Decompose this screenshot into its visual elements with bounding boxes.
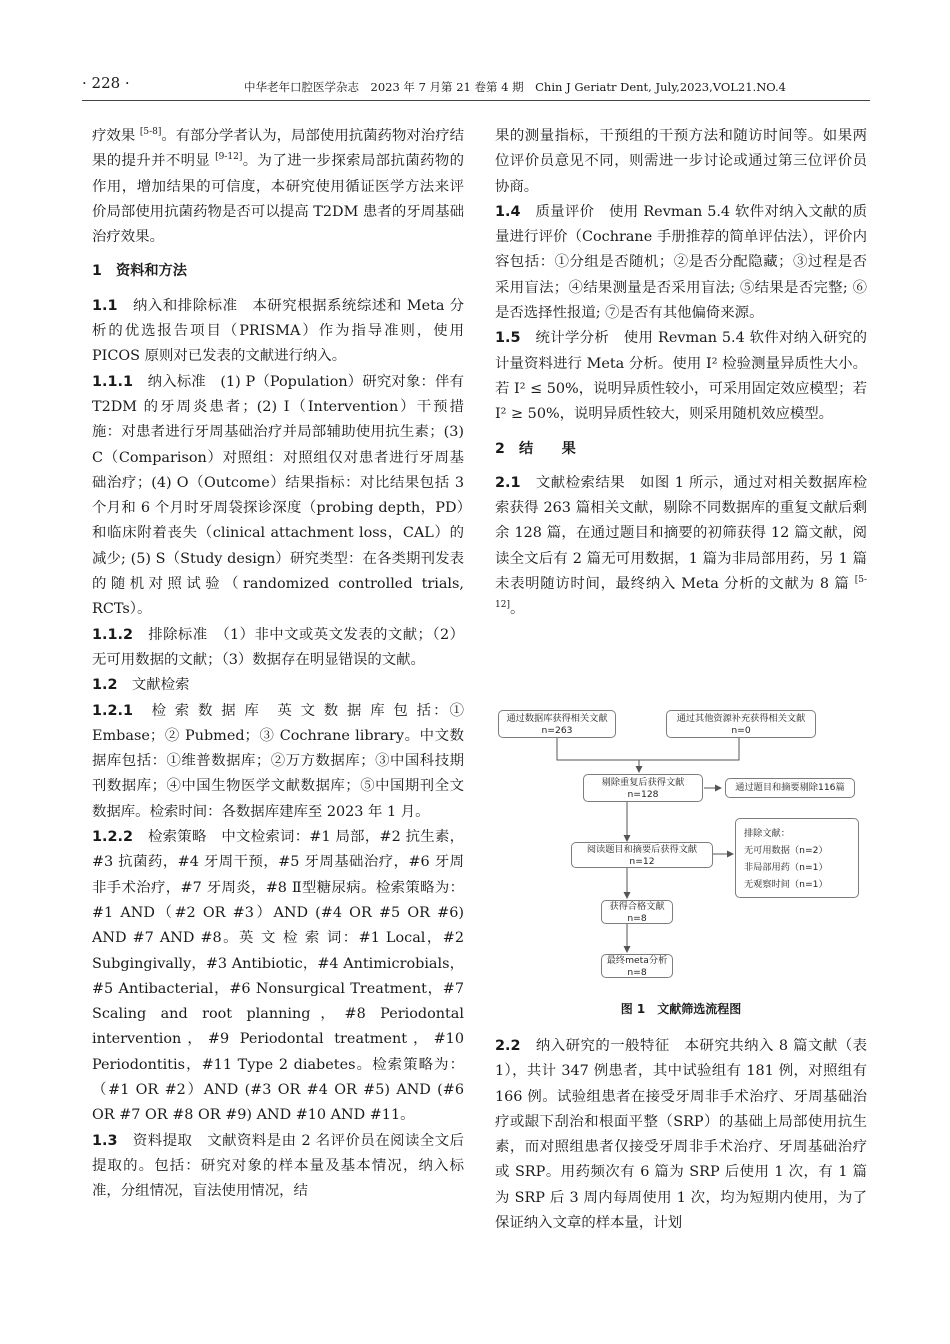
section-1-2: 1.2 文献检索 [92, 677, 190, 694]
section-2-2: 2.2 纳入研究的一般特征 本研究共纳入 8 篇文献（表 1），共计 347 例患者，其中试验组有 181 例，对照组有 166 例。试验组患者在接受牙周非手术治疗、牙周基础治疗或龈下刮治和根面平整（SRP）的基础上局部使用抗生素，而对照组患者仅接受牙周非手术治疗、牙周基础治疗或 SRP。用药频次有 6 篇为 SRP 后使用 1 次，有 1 篇为 SRP 后 3 周内每周使用 1 次，均为短期内使用，为了保证纳入文章的样本量，计划 [495, 1038, 867, 1232]
box-database-records: 通过数据库获得相关文献 n=263 [498, 710, 616, 738]
box-exclusion-reasons: 排除文献： 无可用数据（n=2） 非局部用药（n=1） 无观察时间（n=1） [735, 818, 859, 898]
section-1-2-2: 1.2.2 检索策略 中文检索词：#1 局部，#2 抗生素，#3 抗菌药，#4 牙周干预，#5 牙周基础治疗，#6 牙周非手术治疗，#7 牙周炎，#8 Ⅱ型糖尿病。检索策略为：#1 AND（#2 OR #3）AND (#4 OR #5 OR #6) AND #7 AND #8。英 文 检 索 词：#1 Local，#2 Subgingivally，#3 Antibiotic，#4 Antimicrobials，#5 Antibacterial，#6 Nonsurgical Treatment，#7 Scaling and root planning，#8 Periodontal intervention，#9 Periodontal treatment，#10 Periodontitis，#11 Type 2 diabetes。检索策略为：（#1 OR #2）AND (#3 OR #4 OR #5) AND (#6 OR #7 OR #8 OR #9) AND #10 AND #11。 [92, 829, 464, 1124]
section-1-3: 1.3 资料提取 文献资料是由 2 名评价员在阅读全文后提取的。包括：研究对象的样本量及基本情况，纳入标准，分组情况，盲法使用情况，结 [92, 1132, 464, 1200]
section-heading-1: 1 资料和方法 [92, 263, 187, 280]
section-1-2-1: 1.2.1 检 索 数 据 库 英 文 数 据 库 包 括：① Embase；② Pubmed；③ Cochrane library。中文数据库包括：①维普数据库；②万方数据库；③中国科技期刊数据库；④中国生物医学文献数据库；⑤中国期刊全文数据库。检索时间：各数据库建库至 2023 年 1 月。 [92, 702, 464, 820]
journal-header: 中华老年口腔医学杂志 2023 年 7 月第 21 卷第 4 期 Chin J Geriatr Dent, July,2023,VOL21.NO.4 [244, 80, 786, 94]
continued-paragraph: 果的测量指标，干预组的干预方法和随访时间等。如果两位评价员意见不同，则需进一步讨论或通过第三位评价员协商。 [495, 128, 867, 195]
header-rule [82, 100, 870, 101]
arrow-other-to-dedup [639, 738, 739, 760]
left-column [92, 124, 464, 1204]
citation: [5-8] [139, 127, 162, 138]
figure-caption: 图 1 文献筛选流程图 [620, 1002, 742, 1016]
page-number: · 228 · [82, 74, 130, 92]
section-heading-2: 2 结 果 [495, 440, 576, 457]
box-title-abstract-excluded: 通过题目和摘要剔除116篇 [725, 778, 855, 798]
box-after-dedup: 剔除重复后获得文献 n=128 [583, 774, 703, 802]
section-1-1-1: 1.1.1 纳入标准 (1) P（Population）研究对象：伴有 T2DM 的牙周炎患者；(2) I（Intervention）干预措施：对患者进行牙周基础治疗并局部辅助使用抗生素；(3) C（Comparison）对照组：对照组仅对患者进行牙周基础治疗；(4) O（Outcome）结果指标：对比结果包括 3 个月和 6 个月时牙周袋探诊深度（probing depth，PD）和临床附着丧失（clinical attachment loss，CAL）的减少; (5) S（Study design）研究类型：在各类期刊发表的随机对照试验（randomized controlled trials, RCTs）。 [92, 373, 464, 618]
box-other-sources: 通过其他资源补充获得相关文献 n=0 [666, 710, 816, 738]
intro-paragraph: 疗效果 [5-8]。有部分学者认为，局部使用抗菌药物对治疗结果的提升并不明显 [9-12]。为了进一步探索局部抗菌药物的作用，增加结果的可信度，本研究使用循证医学方法来评价局部使用抗菌药物是否可以提高 T2DM 患者的牙周基础治疗效果。 [92, 127, 464, 246]
box-final-meta: 最终meta分析 n=8 [601, 954, 673, 978]
right-column-lower [495, 1034, 867, 1236]
section-1-4: 1.4 质量评价 使用 Revman 5.4 软件对纳入文献的质量进行评价（Cochrane 手册推荐的简单评估法），评价内容包括：①分组是否随机；②是否分配隐藏；③过程是否采用盲法；④结果测量是否采用盲法; ⑤结果是否完整; ⑥是否选择性报道; ⑦是否有其他偏倚来源。 [495, 203, 867, 322]
arrow-db-to-dedup [557, 738, 639, 772]
section-1-1-2: 1.1.2 排除标准 （1）非中文或英文发表的文献；（2）无可用数据的文献；（3）数据存在明显错误的文献。 [92, 626, 464, 668]
flowchart-figure [495, 700, 867, 1030]
section-2-1: 2.1 文献检索结果 如图 1 所示，通过对相关数据库检索获得 263 篇相关文献，剔除不同数据库的重复文献后剩余 128 篇，在通过题目和摘要的初筛获得 12 篇文献，阅读全文后有 2 篇无可用数据，1 篇为非局部用药，另 1 篇未表明随访时间，最终纳入 Meta 分析的文献为 8 篇 [5-12]。 [495, 474, 867, 618]
section-1-1: 1.1 纳入和排除标准 本研究根据系统综述和 Meta 分析的优选报告项目（PRISMA）作为指导准则，使用 PICOS 原则对已发表的文献进行纳入。 [92, 297, 464, 365]
citation: [9-12] [215, 152, 243, 163]
citation: [5-12] [495, 575, 867, 611]
section-1-5: 1.5 统计学分析 使用 Revman 5.4 软件对纳入研究的计量资料进行 Meta 分析。使用 I² 检验测量异质性大小。若 I² ≤ 50%，说明异质性较小，可采用固定效应模型；若 I² ≥ 50%，说明异质性较大，则采用随机效应模型。 [495, 330, 867, 423]
right-column-upper [495, 124, 867, 623]
box-screened: 阅读题目和摘要后获得文献 n=12 [571, 842, 713, 868]
box-eligible: 获得合格文献 n=8 [601, 900, 673, 924]
